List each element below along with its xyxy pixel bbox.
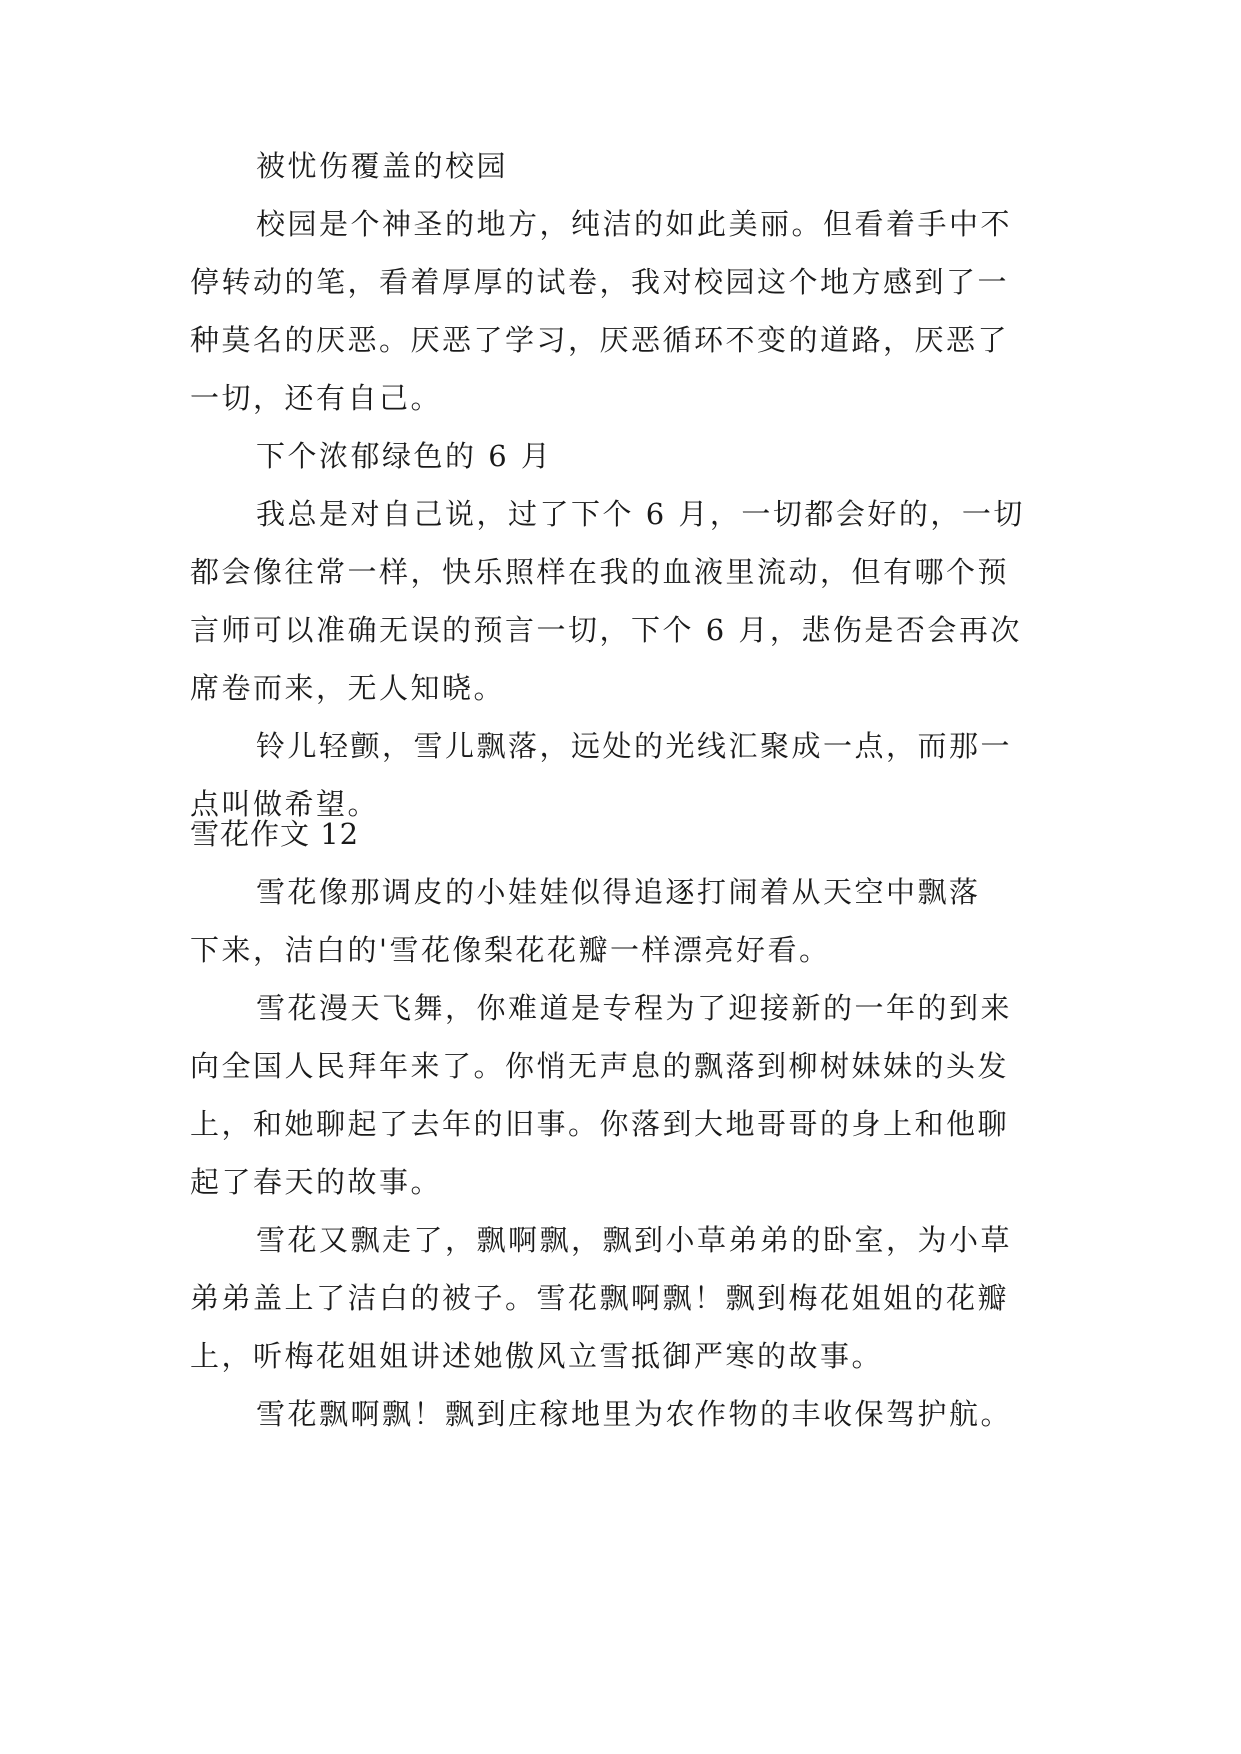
subtitle-campus: 被忧伤覆盖的校园 — [256, 149, 509, 183]
paragraph-june — [190, 485, 1050, 717]
section-2 — [190, 805, 1050, 1443]
paragraph-line: 一切，还有自己。 — [190, 381, 443, 415]
paragraph-line: 雪花又飘走了，飘啊飘，飘到小草弟弟的卧室，为小草 — [256, 1223, 1013, 1257]
paragraph-line: 我总是对自己说，过了下个 6 月，一切都会好的，一切 — [256, 497, 1025, 531]
paragraph-line: 停转动的笔，看着厚厚的试卷，我对校园这个地方感到了一 — [190, 265, 1010, 299]
paragraph-line: 点叫做希望。 — [190, 787, 380, 821]
paragraph-line: 雪花像那调皮的小娃娃似得追逐打闹着从天空中飘落 — [256, 875, 981, 909]
paragraph-line: 弟弟盖上了洁白的被子。雪花飘啊飘！飘到梅花姐姐的花瓣 — [190, 1281, 1010, 1315]
paragraph-line: 席卷而来，无人知晓。 — [190, 671, 506, 705]
paragraph-line: 校园是个神圣的地方，纯洁的如此美丽。但看着手中不 — [256, 207, 1013, 241]
paragraph-snow-1 — [190, 863, 1050, 979]
paragraph-line: 雪花漫天飞舞，你难道是专程为了迎接新的一年的到来 — [256, 991, 1013, 1025]
subtitle-june: 下个浓郁绿色的 6 月 — [256, 439, 553, 473]
paragraph-line: 上，和她聊起了去年的旧事。你落到大地哥哥的身上和他聊 — [190, 1107, 1010, 1141]
paragraph-line: 铃儿轻颤，雪儿飘落，远处的光线汇聚成一点，而那一 — [256, 729, 1013, 763]
paragraph-snow-3 — [190, 1211, 1050, 1385]
paragraph-snow-2 — [190, 979, 1050, 1211]
paragraph-line: 都会像往常一样，快乐照样在我的血液里流动，但有哪个预 — [190, 555, 1010, 589]
paragraph-line: 雪花飘啊飘！飘到庄稼地里为农作物的丰收保驾护航。 — [256, 1397, 1013, 1431]
paragraph-line: 言师可以准确无误的预言一切，下个 6 月，悲伤是否会再次 — [190, 613, 1022, 647]
paragraph-line: 向全国人民拜年来了。你悄无声息的飘落到柳树妹妹的头发 — [190, 1049, 1010, 1083]
paragraph-line: 下来，洁白的'雪花像梨花花瓣一样漂亮好看。 — [190, 933, 831, 967]
section-title: 雪花作文 12 — [190, 817, 360, 851]
paragraph-campus — [190, 195, 1050, 427]
paragraph-line: 种莫名的厌恶。厌恶了学习，厌恶循环不变的道路，厌恶了 — [190, 323, 1010, 357]
paragraph-line: 起了春天的故事。 — [190, 1165, 443, 1199]
section-1 — [190, 137, 1050, 833]
paragraph-line: 上，听梅花姐姐讲述她傲风立雪抵御严寒的故事。 — [190, 1339, 884, 1373]
paragraph-snow-4 — [190, 1385, 1050, 1443]
